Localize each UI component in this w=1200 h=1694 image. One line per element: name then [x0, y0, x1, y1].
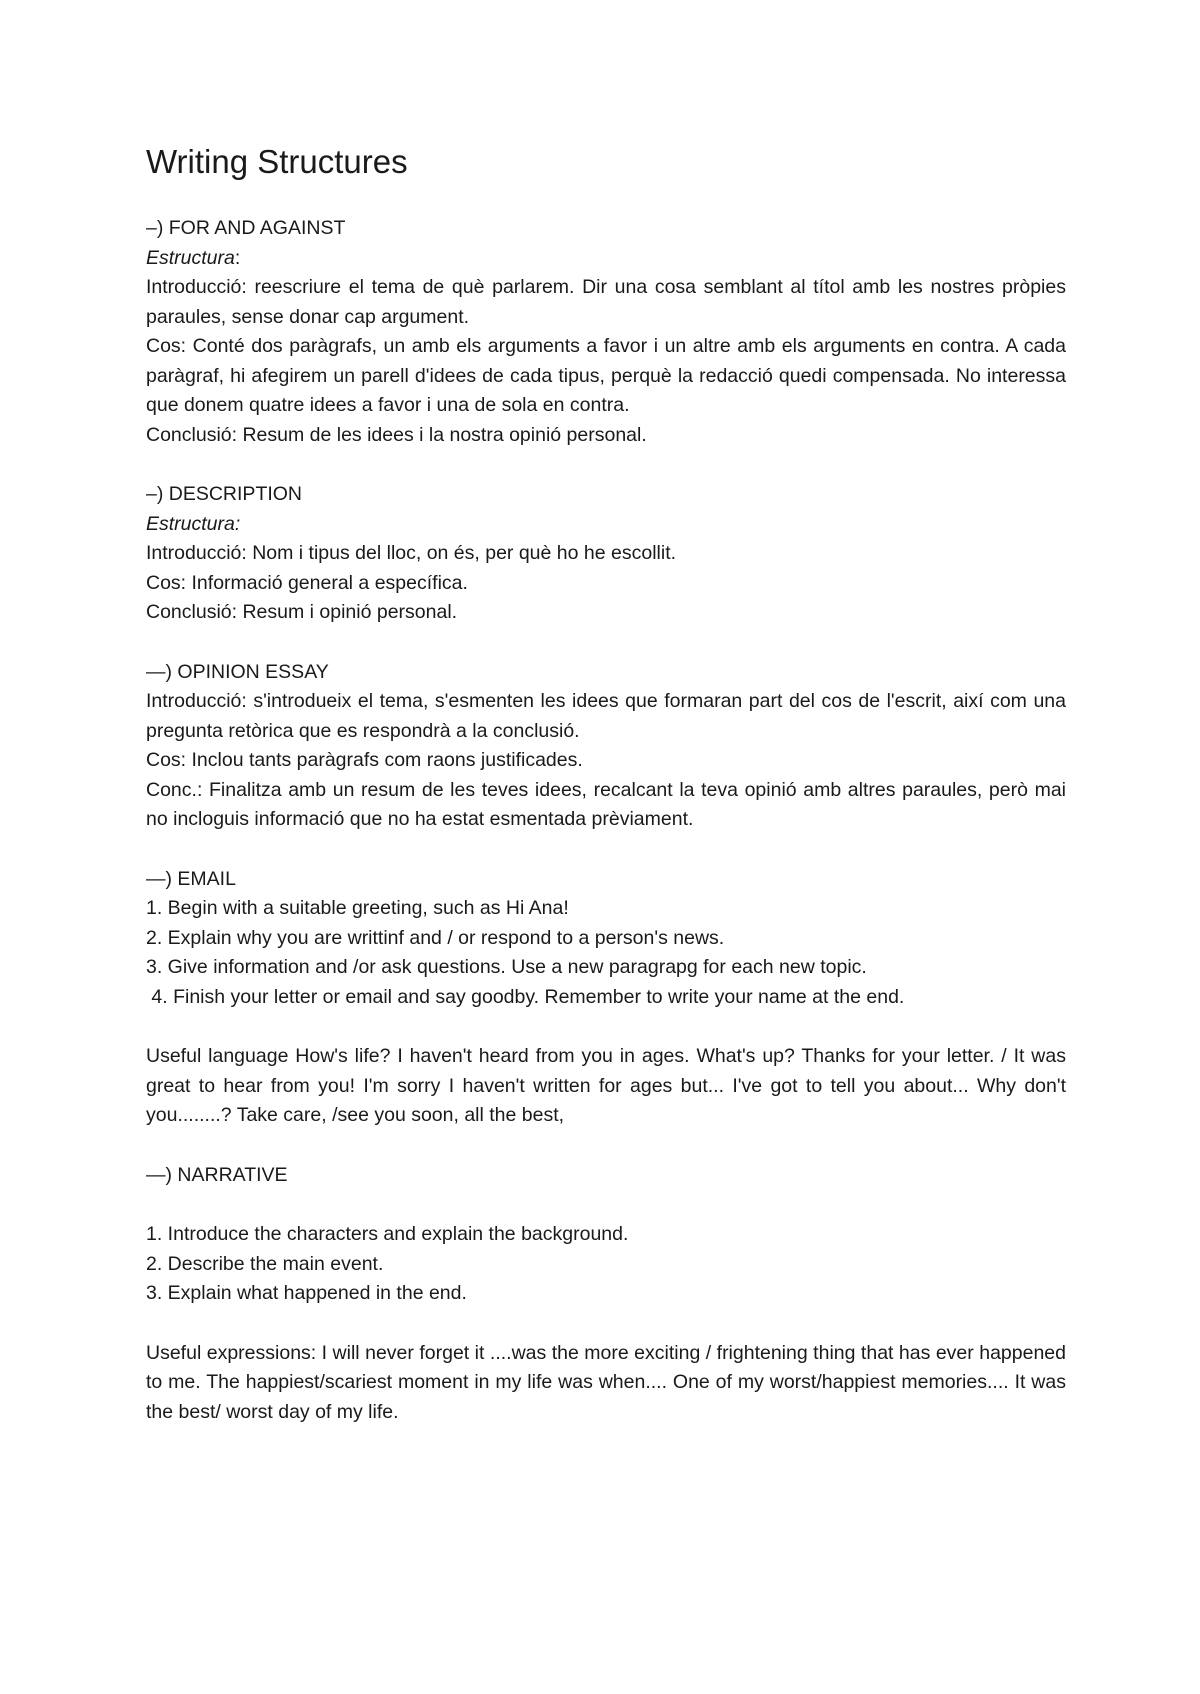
section-heading-opinion-essay: —) OPINION ESSAY — [146, 660, 329, 683]
document-content — [146, 142, 1066, 1457]
narrative-useful-expressions: Useful expressions: I will never forget it ....was the more exciting / frightening thing that has ever happened to me. The happiest/scariest moment in my life was when.... One of my worst/happiest memories.... It was the best/ worst day of my life. — [146, 1341, 1066, 1423]
list-item: 1. Introduce the characters and explain the background. — [146, 1223, 629, 1245]
list-item: 4. Finish your letter or email and say goodby. Remember to write your name at the end. — [146, 985, 905, 1008]
list-item: 3. Give information and /or ask questions. Use a new paragrapg for each new topic. — [146, 956, 867, 978]
description-conclusion: Conclusió: Resum i opinió personal. — [146, 601, 458, 623]
list-item: 2. Describe the main event. — [146, 1252, 384, 1275]
page-title: Writing Structures — [146, 143, 408, 180]
for-against-conclusion: Conclusió: Resum de les idees i la nostra opinió personal. — [146, 423, 647, 446]
section-narrative-useful-expressions — [146, 1339, 1066, 1428]
section-description — [146, 480, 1066, 628]
opinion-conclusion: Conc.: Finalitza amb un resum de les teves idees, recalcant la teva opinió amb altres paraules, però mai no incloguis informació que no ha estat esmentada prèviament. — [146, 778, 1066, 830]
list-item: 3. Explain what happened in the end. — [146, 1282, 467, 1304]
opinion-body: Cos: Inclou tants paràgrafs com raons justificades. — [146, 749, 583, 771]
section-heading-description: –) DESCRIPTION — [146, 483, 303, 505]
section-for-and-against — [146, 214, 1066, 450]
structure-label: Estructura: — [146, 512, 241, 535]
section-narrative-steps — [146, 1220, 1066, 1309]
structure-label — [146, 244, 1066, 274]
section-heading-email: —) EMAIL — [146, 867, 236, 890]
section-narrative — [146, 1161, 1066, 1191]
for-against-intro: Introducció: reescriure el tema de què parlarem. Dir una cosa semblant al títol amb les nostres pròpies paraules, sense donar cap argument. — [146, 276, 1066, 328]
section-heading-narrative: —) NARRATIVE — [146, 1163, 288, 1186]
section-heading-for-and-against: –) FOR AND AGAINST — [146, 217, 346, 239]
structure-label-text: Estructura — [146, 246, 235, 269]
list-item: 2. Explain why you are writtinf and / or respond to a person's news. — [146, 926, 725, 949]
description-body: Cos: Informació general a específica. — [146, 571, 468, 594]
email-useful-language: Useful language How's life? I haven't heard from you in ages. What's up? Thanks for your letter. / It was great to hear from you! I'm sorry I haven't written for ages but... I've got to tell you about... Why don't you........? Take care, /see you soon, all the best, — [146, 1045, 1066, 1126]
opinion-intro: Introducció: s'introdueix el tema, s'esmenten les idees que formaran part del cos de l'escrit, així com una pregunta retòrica que es respondrà a la conclusió. — [146, 690, 1066, 742]
for-against-body: Cos: Conté dos paràgrafs, un amb els arguments a favor i un altre amb els arguments en contra. A cada paràgraf, hi afegirem un parell d'idees de cada tipus, perquè la redacció quedi compensada. No interessa que donem quatre idees a favor i una de sola en contra. — [146, 335, 1066, 416]
list-item: 1. Begin with a suitable greeting, such as Hi Ana! — [146, 897, 569, 919]
section-email — [146, 865, 1066, 1013]
description-intro: Introducció: Nom i tipus del lloc, on és, per què ho he escollit. — [146, 542, 677, 564]
structure-label-colon: : — [234, 246, 241, 269]
section-opinion-essay — [146, 658, 1066, 835]
section-email-useful-language — [146, 1042, 1066, 1131]
